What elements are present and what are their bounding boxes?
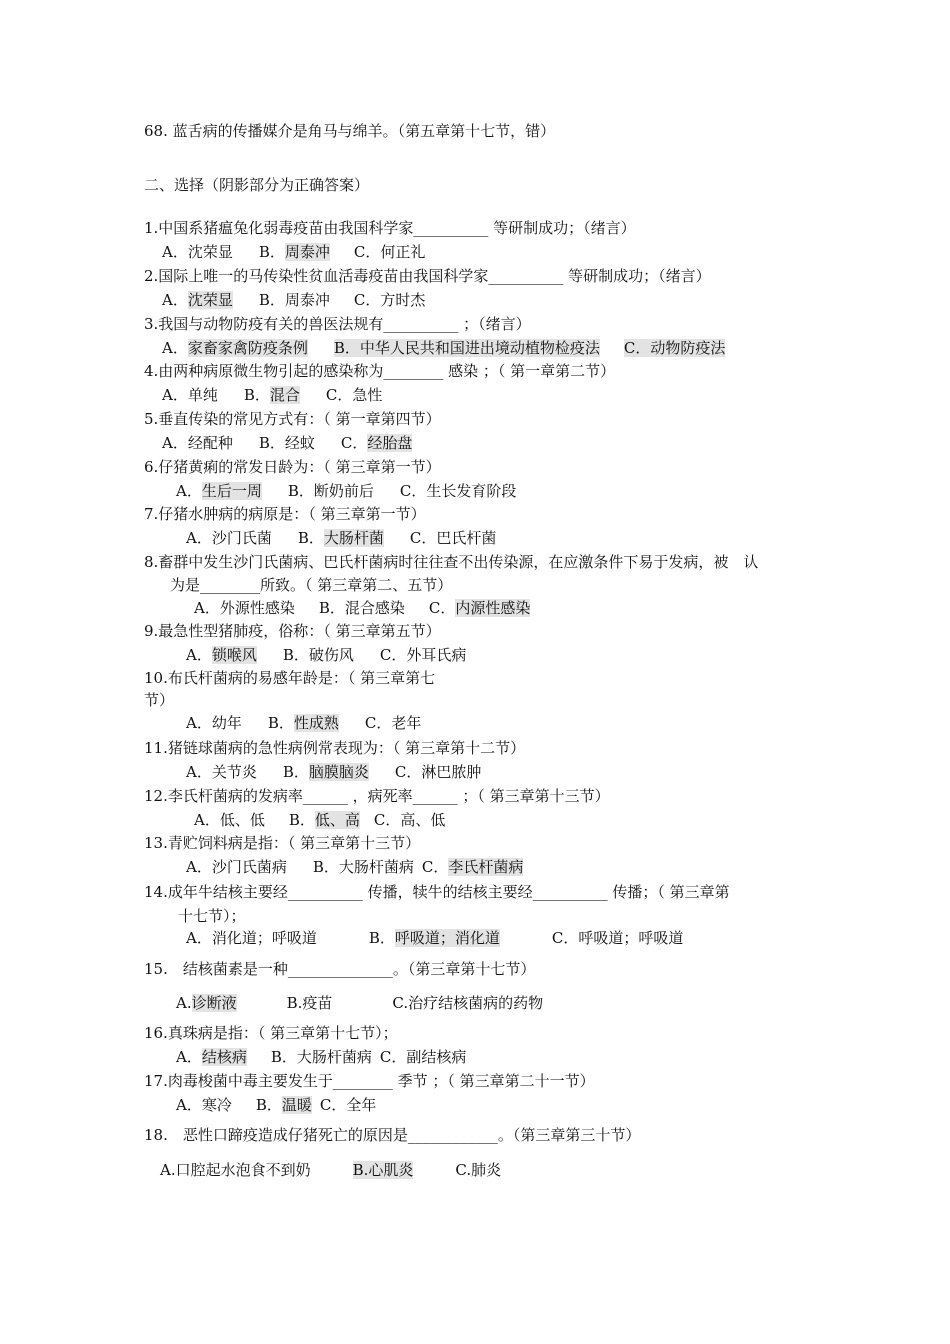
question-8-stem-line1: 8.畜群中发生沙门氏菌病、巴氏杆菌病时往往查不出传染源，在应激条件下易于发病，被 认: [144, 553, 759, 571]
option-c: C.治疗结核菌病的药物: [392, 994, 544, 1012]
option-a-prefix: A．: [176, 1048, 202, 1066]
option-b: B．混合感染: [318, 599, 405, 617]
option-b-prefix: B．: [255, 1096, 282, 1114]
option-b-correct: B.心肌炎: [352, 1161, 414, 1179]
option-b-prefix: B．: [243, 386, 270, 404]
option-b: B．断奶前后: [287, 482, 374, 500]
option-b-correct: 周泰冲: [284, 243, 330, 261]
option-b: B．大肠杆菌病: [312, 858, 414, 876]
question-11-stem: 11.猪链球菌病的急性病例常表现为：（ 第三章第十二节）: [144, 739, 526, 757]
question-15-stem: 15. 结核菌素是一种______________。（第三章第十七节）: [144, 960, 536, 978]
option-c-correct: 内源性感染: [455, 599, 531, 617]
option-c: C．方时杰: [353, 291, 426, 309]
option-b-correct: 低、高: [314, 811, 360, 829]
option-b-correct: 脑膜脑炎: [308, 763, 369, 781]
question-1-options: [162, 242, 425, 262]
question-12-stem: 12.李氏杆菌病的发病率______ ，病死率______ ；（ 第三章第十三节）: [144, 787, 610, 805]
option-b-prefix: B．: [288, 811, 315, 829]
question-1-stem: 1.中国系猪瘟兔化弱毒疫苗由我国科学家__________ 等研制成功；（绪言）: [144, 219, 636, 237]
question-13-stem: 13.青贮饲料病是指：（ 第三章第十三节）: [144, 834, 421, 852]
option-c: C．淋巴脓肿: [394, 763, 482, 781]
question-3-options: [162, 338, 725, 358]
option-a: A．寒冷: [176, 1096, 232, 1114]
question-8-options: [194, 598, 530, 618]
question-8-stem-line2: 为是________所致。（ 第三章第二、五节）: [170, 576, 453, 594]
option-b-correct: 混合: [269, 386, 300, 404]
question-10-options: [186, 713, 421, 733]
question-12-options: [194, 810, 445, 830]
option-b-prefix: B．: [258, 243, 285, 261]
question-7-options: [186, 528, 496, 548]
option-b-correct: 呼吸道；消化道: [394, 929, 500, 947]
question-18-stem: 18. 恶性口蹄疫造成仔猪死亡的原因是____________。（第三章第三十节）: [144, 1126, 641, 1144]
option-b-prefix: B．: [368, 929, 395, 947]
option-a-prefix: A.: [176, 994, 192, 1012]
question-9-stem: 9.最急性型猪肺疫，俗称：（ 第三章第五节）: [144, 622, 441, 640]
option-c-correct: 经胎盘: [367, 434, 413, 452]
question-13-options: [186, 857, 523, 877]
option-b-correct: 大肠杆菌: [323, 529, 384, 547]
option-a: A．沙门氏菌病: [186, 858, 287, 876]
option-c: C．巴氏杆菌: [409, 529, 497, 547]
option-c-correct: C．动物防疫法: [623, 339, 726, 357]
question-16-stem: 16.真珠病是指：（ 第三章第十七节）；: [144, 1024, 398, 1042]
question-5-stem: 5.垂直传染的常见方式有：（ 第一章第四节）: [144, 410, 441, 428]
question-10-stem-line2: 节）: [144, 691, 175, 709]
option-a: A．低、低: [194, 811, 265, 829]
statement-68: 68. 蓝舌病的传播媒介是角马与绵羊。（第五章第十七节，错）: [144, 122, 556, 140]
option-a-correct: 家畜家禽防疫条例: [187, 339, 308, 357]
option-a-prefix: A．: [176, 482, 202, 500]
question-14-stem-line2: 十七节）；: [178, 907, 246, 925]
option-c: C.肺炎: [455, 1161, 502, 1179]
question-4-stem: 4.由两种病原微生物引起的感染称为________ 感染 ；（ 第一章第二节）: [144, 362, 616, 380]
option-c: C．呼吸道；呼吸道: [551, 929, 684, 947]
option-c: C．何正礼: [353, 243, 426, 261]
option-c-prefix: C．: [428, 599, 456, 617]
question-16-options: [176, 1047, 466, 1067]
option-b-correct: B．中华人民共和国进出境动植物检疫法: [333, 339, 600, 357]
option-a-prefix: A．: [162, 291, 188, 309]
option-a: A．消化道；呼吸道: [186, 929, 317, 947]
option-a: A．外源性感染: [194, 599, 295, 617]
question-5-options: [162, 433, 412, 453]
option-a-correct: 结核病: [201, 1048, 247, 1066]
option-b-prefix: B．: [282, 763, 309, 781]
option-a-prefix: A．: [186, 646, 212, 664]
option-b: B.疫苗: [286, 994, 333, 1012]
option-c: C．生长发育阶段: [399, 482, 517, 500]
option-c: C．老年: [364, 714, 422, 732]
option-a-correct: 沈荣显: [187, 291, 233, 309]
option-a-correct: 诊断液: [191, 994, 237, 1012]
question-4-options: [162, 385, 382, 405]
question-15-options: [176, 993, 543, 1013]
option-c: C．副结核病: [379, 1048, 467, 1066]
question-9-options: [186, 645, 466, 665]
option-a: A．经配种: [162, 434, 233, 452]
option-c-prefix: C．: [421, 858, 449, 876]
option-b-prefix: B．: [297, 529, 324, 547]
option-a: A．沙门氏菌: [186, 529, 272, 547]
option-a-correct: 生后一周: [201, 482, 262, 500]
option-b: B．大肠杆菌病: [270, 1048, 372, 1066]
question-14-stem-line1: 14.成年牛结核主要经__________ 传播，犊牛的结核主要经__________ 传播；（ 第三章第: [144, 883, 730, 901]
option-b-correct: 温暖: [281, 1096, 312, 1114]
option-a: A．幼年: [186, 714, 242, 732]
question-11-options: [186, 762, 481, 782]
option-c-correct: 李氏杆菌病: [448, 858, 524, 876]
question-6-stem: 6.仔猪黄痢的常发日龄为：（ 第三章第一节）: [144, 458, 441, 476]
question-2-options: [162, 290, 425, 310]
option-a-prefix: A．: [162, 339, 188, 357]
option-a: A．关节炎: [186, 763, 257, 781]
question-14-options: [186, 928, 683, 948]
question-18-options: [160, 1160, 501, 1180]
option-b: B．破伤风: [282, 646, 354, 664]
option-c: C．急性: [325, 386, 383, 404]
option-b-prefix: B．: [267, 714, 294, 732]
option-a: A．沈荣显: [162, 243, 233, 261]
question-10-stem-line1: 10.布氏杆菌病的易感年龄是：（ 第三章第七: [144, 669, 436, 687]
option-a: A.口腔起水泡食不到奶: [160, 1161, 311, 1179]
question-17-options: [176, 1095, 376, 1115]
option-b-correct: 性成熟: [293, 714, 339, 732]
option-b: B．周泰冲: [258, 291, 330, 309]
option-c: C．高、低: [373, 811, 446, 829]
option-a-correct: 锁喉风: [211, 646, 257, 664]
question-2-stem: 2.国际上唯一的马传染性贫血活毒疫苗由我国科学家__________ 等研制成功；（绪言）: [144, 267, 711, 285]
section-heading: 二、选择（阴影部分为正确答案）: [144, 176, 370, 194]
question-6-options: [176, 481, 516, 501]
option-c: C．外耳氏病: [379, 646, 467, 664]
question-3-stem: 3.我国与动物防疫有关的兽医法规有__________ ；（绪言）: [144, 315, 531, 333]
question-7-stem: 7.仔猪水肿病的病原是：（ 第三章第一节）: [144, 505, 426, 523]
option-a: A．单纯: [162, 386, 218, 404]
option-b: B．经蚊: [258, 434, 315, 452]
option-c-prefix: C．: [340, 434, 368, 452]
question-17-stem: 17.肉毒梭菌中毒主要发生于________ 季节 ；（ 第三章第二十一节）: [144, 1072, 595, 1090]
option-c: C．全年: [319, 1096, 377, 1114]
